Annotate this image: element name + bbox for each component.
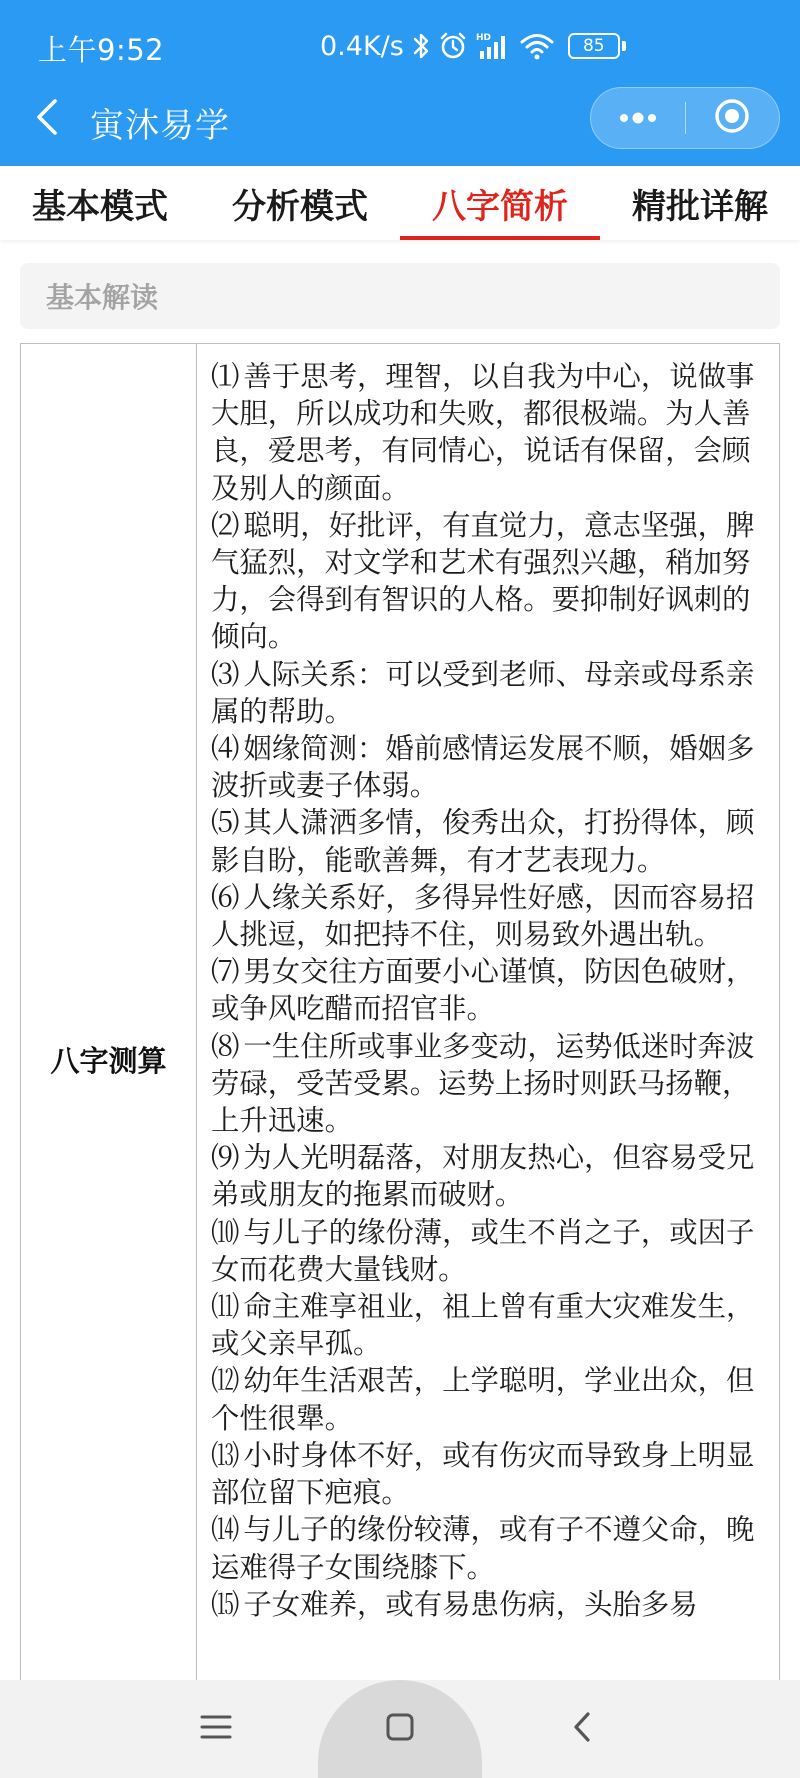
tab-analysis-mode[interactable]: 分析模式 bbox=[232, 186, 368, 227]
tab-basic-mode[interactable]: 基本模式 bbox=[32, 186, 168, 227]
reading-item: ⒂ 子女难养，或有易患伤病，头胎多易 bbox=[211, 1587, 698, 1621]
system-back-button[interactable] bbox=[542, 1680, 622, 1778]
wifi-icon bbox=[520, 32, 554, 60]
more-button[interactable] bbox=[591, 87, 685, 149]
reading-item: ⑶ 人际关系：可以受到老师、母亲或母系亲属的帮助。 bbox=[211, 657, 755, 728]
battery-tip bbox=[622, 41, 626, 51]
reading-item: ⑻ 一生住所或事业多变动，运势低迷时奔波劳碌，受苦受累。运势上扬时则跃马扬鞭，上升迅速。 bbox=[211, 1029, 755, 1138]
more-dots-icon bbox=[618, 109, 658, 128]
home-square-icon bbox=[385, 1712, 415, 1746]
menu-lines-icon bbox=[200, 1713, 232, 1745]
top-header bbox=[0, 0, 800, 166]
mini-program-capsule bbox=[590, 87, 780, 149]
home-button[interactable] bbox=[360, 1680, 440, 1778]
reading-item: ⑹ 人缘关系好，多得异性好感，因而容易招人挑逗，如把持不住，则易致外遇出轨。 bbox=[211, 880, 755, 952]
back-triangle-icon bbox=[572, 1711, 592, 1747]
nav-bar bbox=[0, 78, 800, 166]
chevron-left-icon bbox=[35, 98, 59, 140]
back-button[interactable] bbox=[22, 94, 72, 144]
status-indicators bbox=[320, 28, 626, 64]
reading-item: ⑾ 命主难享祖业，祖上曾有重大灾难发生，或父亲早孤。 bbox=[211, 1290, 755, 1361]
mode-tabs bbox=[0, 166, 800, 240]
tab-detailed-reading[interactable]: 精批详解 bbox=[632, 186, 768, 227]
tab-bazi-brief[interactable]: 八字简析 bbox=[432, 186, 568, 227]
close-button[interactable] bbox=[686, 87, 780, 149]
reading-item: ⑵ 聪明，好批评，有直觉力，意志坚强，脾气猛烈，对文学和艺术有强烈兴趣，稍加努力，会得到有智识的人格。要抑制好讽刺的倾向。 bbox=[211, 508, 755, 654]
reading-item: ⒀ 小时身体不好，或有伤灾而导致身上明显部位留下疤痕。 bbox=[211, 1438, 755, 1510]
reading-item: ⒁ 与儿子的缘份较薄，或有子不遵父命，晚运难得子女围绕膝下。 bbox=[211, 1513, 755, 1584]
hd-signal-icon bbox=[476, 31, 512, 61]
reading-item: ⑷ 姻缘简测：婚前感情运发展不顺，婚姻多波折或妻子体弱。 bbox=[211, 732, 755, 803]
status-time: 上午9:52 bbox=[38, 33, 165, 67]
svg-text:HD: HD bbox=[475, 33, 491, 43]
active-tab-indicator bbox=[400, 236, 600, 240]
reading-item: ⑸ 其人潇洒多情，俊秀出众，打扮得体，顾影自盼，能歌善舞，有才艺表现力。 bbox=[211, 806, 755, 877]
bluetooth-icon bbox=[412, 31, 430, 61]
battery-level: 85 bbox=[568, 33, 620, 59]
reading-item: ⑺ 男女交往方面要小心谨慎，防因色破财，或争风吃醋而招官非。 bbox=[211, 955, 755, 1026]
system-navigation-bar bbox=[0, 1680, 800, 1778]
reading-table bbox=[20, 343, 780, 1743]
reading-item: ⑼ 为人光明磊落，对朋友热心，但容易受兄弟或朋友的拖累而破财。 bbox=[211, 1141, 755, 1212]
target-close-icon bbox=[714, 98, 750, 138]
menu-button[interactable] bbox=[176, 1680, 256, 1778]
reading-item: ⑽ 与儿子的缘份薄，或生不肖之子，或因子女而花费大量钱财。 bbox=[211, 1215, 755, 1286]
network-speed: 0.4K/s bbox=[320, 30, 404, 62]
alarm-icon bbox=[438, 31, 468, 61]
section-title: 基本解读 bbox=[20, 263, 780, 329]
table-row-label: 八字测算 bbox=[21, 344, 197, 1774]
table-row-content bbox=[197, 344, 779, 1742]
reading-item: ⑿ 幼年生活艰苦，上学聪明，学业出众，但个性很犟。 bbox=[211, 1364, 755, 1435]
reading-item: ⑴ 善于思考，理智，以自我为中心，说做事大胆，所以成功和失败，都很极端。为人善良，爱思考，有同情心，说话有保留，会顾及别人的颜面。 bbox=[211, 360, 755, 505]
battery-icon bbox=[568, 33, 626, 59]
page-title: 寅沐易学 bbox=[90, 106, 230, 146]
